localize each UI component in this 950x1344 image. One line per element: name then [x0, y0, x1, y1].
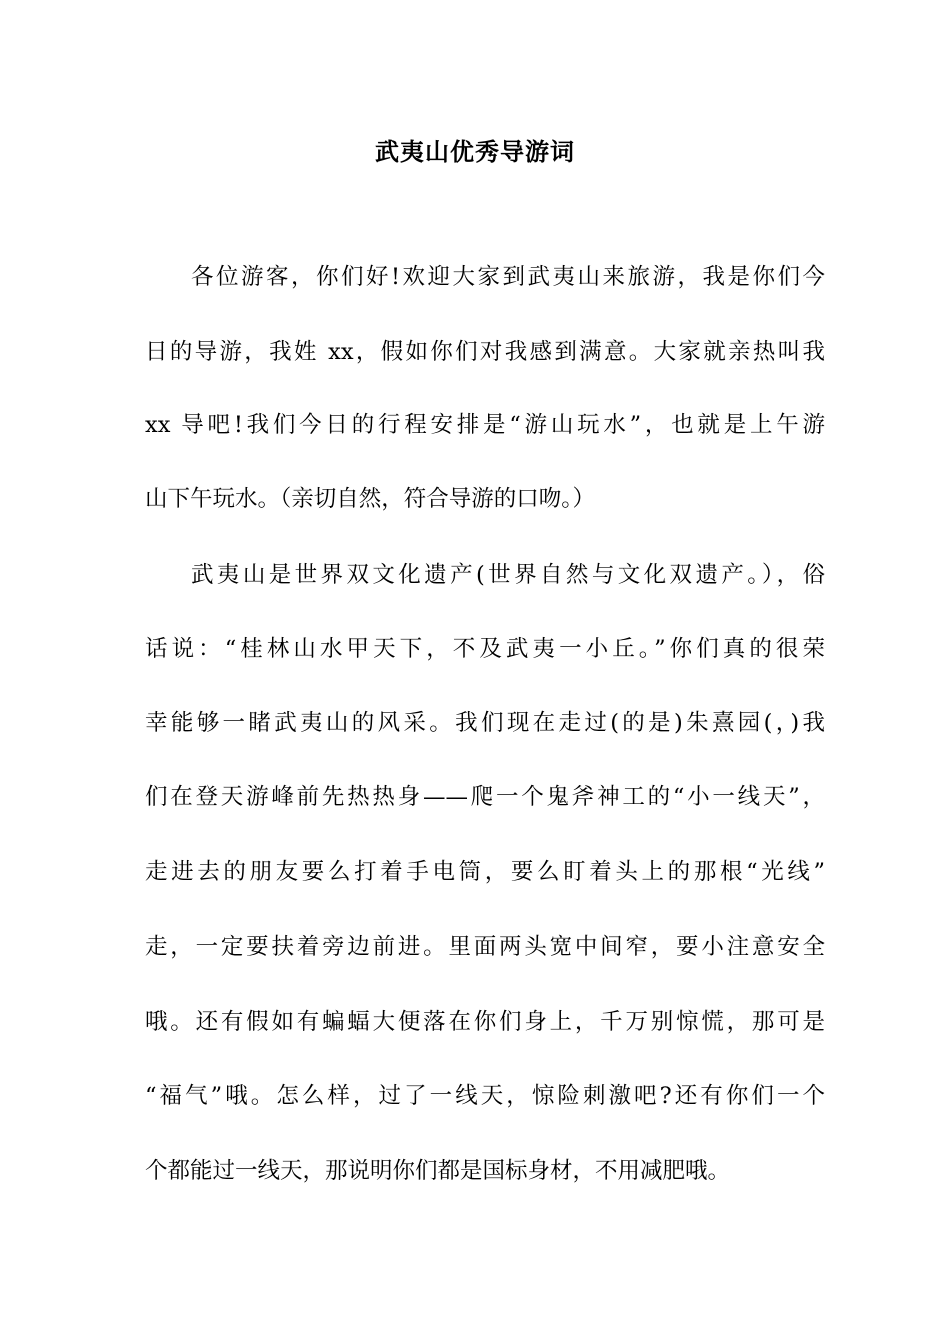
paragraph-2-line-7: 哦。还有假如有蝙蝠大便落在你们身上，千万别惊慌，那可是 — [145, 1009, 825, 1035]
paragraph-2-line-8: “福气”哦。怎么样，过了一线天，惊险刺激吧?还有你们一个 — [145, 1083, 825, 1109]
paragraph-2-line-6: 走，一定要扶着旁边前进。里面两头宽中间窄，要小注意安全 — [145, 934, 825, 960]
paragraph-2-line-2: 话说：“桂林山水甲天下，不及武夷一小丘。”你们真的很荣 — [145, 636, 825, 662]
paragraph-1-line-3: xx 导吧!我们今日的行程安排是“游山玩水”，也就是上午游 — [145, 412, 825, 438]
paragraph-2-line-1: 武夷山是世界双文化遗产(世界自然与文化双遗产。），俗 — [191, 562, 825, 588]
paragraph-1-line-1: 各位游客，你们好!欢迎大家到武夷山来旅游，我是你们今 — [191, 264, 825, 290]
paragraph-2-line-5: 走进去的朋友要么打着手电筒，要么盯着头上的那根“光线” — [145, 859, 825, 885]
paragraph-2-line-3: 幸能够一睹武夷山的风采。我们现在走过(的是)朱熹园(，)我 — [145, 710, 825, 736]
paragraph-2-line-4: 们在登天游峰前先热热身——爬一个鬼斧神工的“小一线天”， — [145, 784, 825, 810]
paragraph-1-line-4: 山下午玩水。（亲切自然，符合导游的口吻。） — [145, 486, 596, 512]
paragraph-2-line-9: 个都能过一线天，那说明你们都是国标身材，不用减肥哦。 — [145, 1158, 731, 1184]
paragraph-1-line-2: 日的导游，我姓 xx，假如你们对我感到满意。大家就亲热叫我 — [145, 339, 825, 365]
page-title: 武夷山优秀导游词 — [375, 138, 575, 166]
